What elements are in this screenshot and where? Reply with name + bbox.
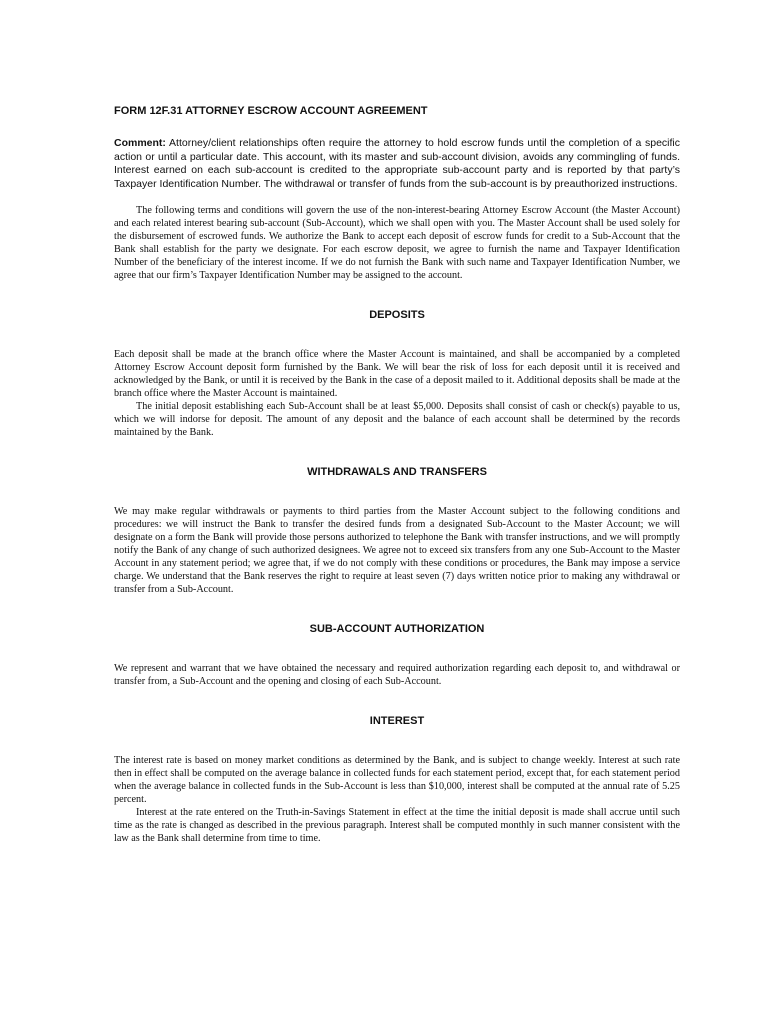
interest-section (114, 754, 680, 845)
deposits-paragraph-2: The initial deposit establishing each Sub-Account shall be at least $5,000. Deposits shall consist of cash or check(s) payable to us, which we will indorse for deposit. The amount of any deposit and the balance of each account shall be determined by the records maintained by the Bank. (114, 401, 680, 438)
form-title: FORM 12F.31 ATTORNEY ESCROW ACCOUNT AGREEMENT (114, 105, 428, 117)
intro-paragraph: The following terms and conditions will govern the use of the non-interest-bearing Attorney Escrow Account (the Master Account) and each related interest bearing sub-account (Sub-Account), which we shall open with you. The Master Account shall be used solely for the disbursement of escrowed funds. We authorize the Bank to accept each deposit of escrow funds for credit to a Sub-Account that the Bank shall establish for the party we designate. For each escrow deposit, we agree to furnish the name and Taxpayer Identification Number of the beneficiary of the interest income. If we do not furnish the Bank with such name and Taxpayer Identification Number, we agree that our firm’s Taxpayer Identification Number may be assigned to the account. (114, 205, 680, 281)
withdrawals-heading: WITHDRAWALS AND TRANSFERS (307, 466, 487, 478)
deposits-heading: DEPOSITS (369, 309, 425, 321)
comment-label: Comment: (114, 137, 166, 149)
comment-paragraph (114, 137, 680, 191)
document-page (114, 104, 680, 845)
interest-paragraph-1: The interest rate is based on money market conditions as determined by the Bank, and is subject to change weekly. Interest at such rate then in effect shall be computed on the average balance in collected funds for each statement period, except that, for each statement period when the average balance in collected funds in the Sub-Account is less than $10,000, interest shall be computed at the annual rate of 5.25 percent. (114, 755, 680, 805)
deposits-section (114, 348, 680, 439)
subaccount-heading: SUB-ACCOUNT AUTHORIZATION (309, 623, 485, 635)
subaccount-paragraph: We represent and warrant that we have obtained the necessary and required authorization regarding each deposit to, and withdrawal or transfer from, a Sub-Account and the opening and closing of each Sub-Account. (114, 663, 680, 687)
subaccount-section (114, 662, 680, 688)
intro-section (114, 204, 680, 282)
interest-paragraph-2: Interest at the rate entered on the Truth-in-Savings Statement in effect at the time the initial deposit is made shall accrue until such time as the rate is changed as described in the previous paragraph. Interest shall be computed monthly in such manner consistent with the law as the Bank shall determine from time to time. (114, 807, 680, 844)
withdrawals-paragraph: We may make regular withdrawals or payments to third parties from the Master Account subject to the following conditions and procedures: we will instruct the Bank to transfer the desired funds from a designated Sub-Account to the Master Account; we will designate on a form the Bank will provide those persons authorized to telephone the Bank with transfer instructions, and we will promptly notify the Bank of any change of such authorized designees. We agree not to exceed six transfers from any one Sub-Account to the Master Account in any statement period; we agree that, if we do not comply with these conditions or procedures, the Bank may impose a service charge. We understand that the Bank reserves the right to require at least seven (7) days written notice prior to making any withdrawal or transfer from a Sub-Account. (114, 506, 680, 595)
deposits-paragraph-1: Each deposit shall be made at the branch office where the Master Account is maintained, and shall be accompanied by a completed Attorney Escrow Account deposit form furnished by the Bank. We will bear the risk of loss for each deposit until it is received and acknowledged by the Bank, or until it is received by the Bank in the case of a deposit mailed to it. Additional deposits shall be made at the branch office where the Master Account is maintained. (114, 349, 680, 399)
comment-text: Attorney/client relationships often require the attorney to hold escrow funds until the completion of a specific action or until a particular date. This account, with its master and sub-account division, avoids any commingling of funds. Interest earned on each sub-account is credited to the appropriate sub-account party and is reported by that party’s Taxpayer Identification Number. The withdrawal or transfer of funds from the sub-account is by preauthorized instructions. (114, 137, 680, 190)
withdrawals-section (114, 505, 680, 596)
interest-heading: INTEREST (369, 715, 425, 727)
